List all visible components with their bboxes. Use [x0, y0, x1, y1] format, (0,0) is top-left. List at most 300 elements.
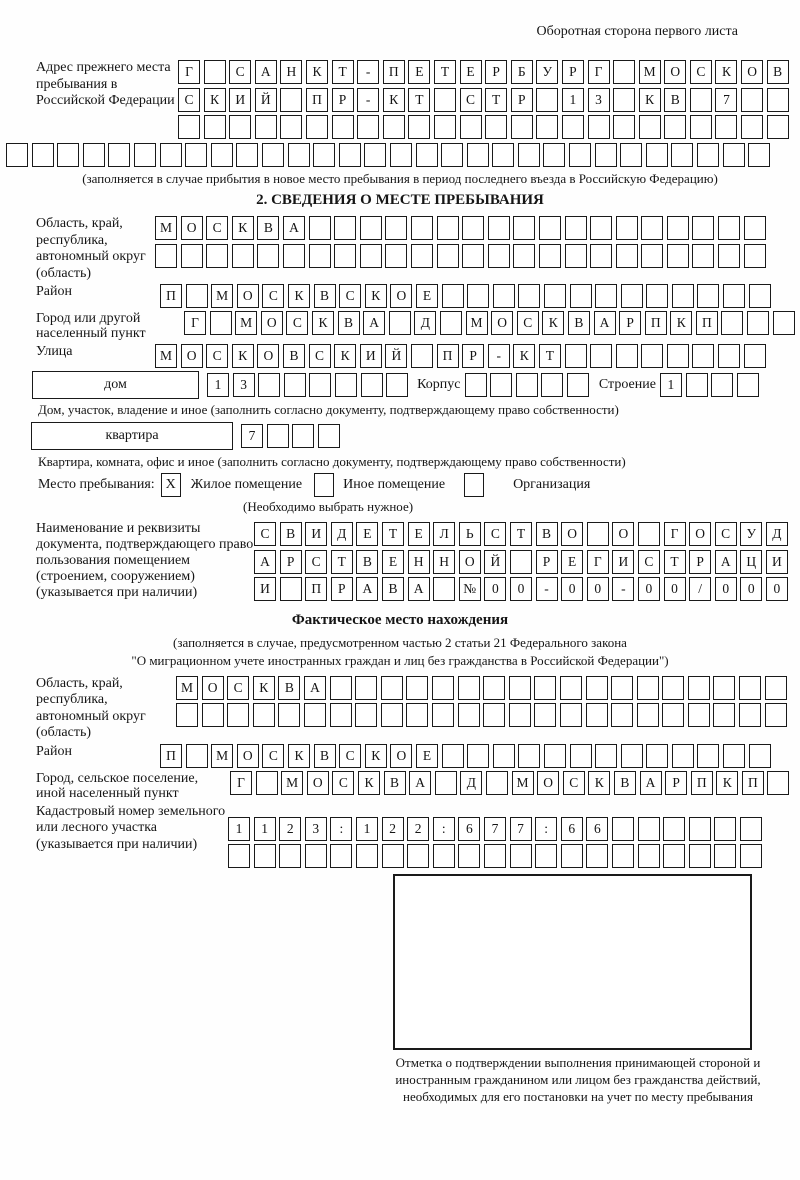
- form-cell[interactable]: [364, 143, 386, 167]
- form-cell[interactable]: 1: [228, 817, 250, 841]
- form-cell[interactable]: [483, 676, 505, 700]
- form-cell[interactable]: [718, 216, 740, 240]
- form-cell[interactable]: [641, 216, 663, 240]
- form-cell[interactable]: :: [330, 817, 352, 841]
- form-cell[interactable]: 0: [638, 577, 660, 601]
- form-cell[interactable]: 2: [407, 817, 429, 841]
- form-cell[interactable]: 0: [766, 577, 788, 601]
- form-cell[interactable]: М: [211, 744, 233, 768]
- form-cell[interactable]: [536, 115, 558, 139]
- form-cell[interactable]: [765, 676, 787, 700]
- form-cell[interactable]: Е: [561, 550, 583, 574]
- form-cell[interactable]: [334, 216, 356, 240]
- form-cell[interactable]: О: [202, 676, 224, 700]
- form-cell[interactable]: [534, 703, 556, 727]
- form-cell[interactable]: [232, 244, 254, 268]
- form-cell[interactable]: В: [664, 88, 686, 112]
- form-cell[interactable]: О: [537, 771, 559, 795]
- form-cell[interactable]: П: [645, 311, 667, 335]
- form-cell[interactable]: Г: [664, 522, 686, 546]
- form-cell[interactable]: К: [306, 60, 328, 84]
- form-cell[interactable]: Е: [356, 522, 378, 546]
- form-cell[interactable]: Ь: [459, 522, 481, 546]
- form-cell[interactable]: 2: [382, 817, 404, 841]
- form-cell[interactable]: С: [178, 88, 200, 112]
- form-cell[interactable]: [441, 143, 463, 167]
- form-cell[interactable]: А: [594, 311, 616, 335]
- form-cell[interactable]: [462, 244, 484, 268]
- form-cell[interactable]: Е: [382, 550, 404, 574]
- form-cell[interactable]: [255, 115, 277, 139]
- form-cell[interactable]: Н: [408, 550, 430, 574]
- form-cell[interactable]: [185, 143, 207, 167]
- form-cell[interactable]: Р: [511, 88, 533, 112]
- form-cell[interactable]: Р: [536, 550, 558, 574]
- form-cell[interactable]: О: [307, 771, 329, 795]
- form-cell[interactable]: [637, 703, 659, 727]
- form-cell[interactable]: Д: [766, 522, 788, 546]
- form-cell[interactable]: М: [176, 676, 198, 700]
- form-cell[interactable]: О: [181, 216, 203, 240]
- form-cell[interactable]: К: [232, 344, 254, 368]
- form-cell[interactable]: Н: [280, 60, 302, 84]
- form-cell[interactable]: К: [288, 744, 310, 768]
- form-cell[interactable]: [256, 771, 278, 795]
- form-cell[interactable]: О: [237, 284, 259, 308]
- form-cell[interactable]: [641, 344, 663, 368]
- form-cell[interactable]: А: [254, 550, 276, 574]
- form-cell[interactable]: [565, 244, 587, 268]
- form-cell[interactable]: [539, 216, 561, 240]
- form-cell[interactable]: [723, 744, 745, 768]
- form-cell[interactable]: [510, 844, 532, 868]
- form-cell[interactable]: [492, 143, 514, 167]
- form-cell[interactable]: [210, 311, 232, 335]
- form-cell[interactable]: Й: [255, 88, 277, 112]
- form-cell[interactable]: [406, 676, 428, 700]
- form-cell[interactable]: [510, 550, 532, 574]
- form-cell[interactable]: [715, 115, 737, 139]
- form-cell[interactable]: [236, 143, 258, 167]
- form-cell[interactable]: С: [460, 88, 482, 112]
- form-cell[interactable]: [639, 115, 661, 139]
- form-cell[interactable]: [565, 216, 587, 240]
- form-cell[interactable]: [440, 311, 462, 335]
- form-cell[interactable]: [330, 676, 352, 700]
- form-cell[interactable]: [313, 143, 335, 167]
- form-cell[interactable]: [667, 344, 689, 368]
- form-cell[interactable]: [407, 844, 429, 868]
- form-cell[interactable]: [284, 373, 306, 397]
- form-cell[interactable]: 3: [233, 373, 255, 397]
- form-cell[interactable]: О: [181, 344, 203, 368]
- form-cell[interactable]: К: [312, 311, 334, 335]
- form-cell[interactable]: [304, 703, 326, 727]
- form-cell[interactable]: [744, 344, 766, 368]
- form-cell[interactable]: [334, 244, 356, 268]
- form-cell[interactable]: [490, 373, 512, 397]
- form-cell[interactable]: [667, 244, 689, 268]
- form-cell[interactable]: [488, 216, 510, 240]
- form-cell[interactable]: [539, 244, 561, 268]
- form-cell[interactable]: Б: [511, 60, 533, 84]
- form-cell[interactable]: 2: [279, 817, 301, 841]
- form-cell[interactable]: [458, 703, 480, 727]
- form-cell[interactable]: [206, 244, 228, 268]
- form-cell[interactable]: Т: [331, 550, 353, 574]
- form-cell[interactable]: В: [278, 676, 300, 700]
- form-cell[interactable]: [711, 373, 733, 397]
- form-cell[interactable]: Н: [433, 550, 455, 574]
- form-cell[interactable]: -: [488, 344, 510, 368]
- form-cell[interactable]: К: [670, 311, 692, 335]
- form-cell[interactable]: [723, 284, 745, 308]
- form-cell[interactable]: С: [517, 311, 539, 335]
- form-cell[interactable]: [435, 771, 457, 795]
- form-cell[interactable]: М: [155, 216, 177, 240]
- form-cell[interactable]: И: [766, 550, 788, 574]
- form-cell[interactable]: [688, 676, 710, 700]
- form-cell[interactable]: [339, 143, 361, 167]
- form-cell[interactable]: [567, 373, 589, 397]
- form-cell[interactable]: В: [568, 311, 590, 335]
- form-cell[interactable]: [536, 88, 558, 112]
- form-cell[interactable]: В: [614, 771, 636, 795]
- form-cell[interactable]: О: [561, 522, 583, 546]
- form-cell[interactable]: [257, 244, 279, 268]
- form-cell[interactable]: [587, 522, 609, 546]
- form-cell[interactable]: Т: [539, 344, 561, 368]
- form-cell[interactable]: Е: [416, 744, 438, 768]
- form-cell[interactable]: С: [262, 284, 284, 308]
- form-cell[interactable]: [442, 284, 464, 308]
- form-cell[interactable]: Р: [689, 550, 711, 574]
- form-cell[interactable]: [267, 424, 289, 448]
- form-cell[interactable]: [688, 703, 710, 727]
- form-cell[interactable]: С: [309, 344, 331, 368]
- form-cell[interactable]: [382, 844, 404, 868]
- form-cell[interactable]: Д: [331, 522, 353, 546]
- form-cell[interactable]: Е: [460, 60, 482, 84]
- form-cell[interactable]: [773, 311, 795, 335]
- form-cell[interactable]: [740, 844, 762, 868]
- form-cell[interactable]: [612, 844, 634, 868]
- form-cell[interactable]: [590, 216, 612, 240]
- form-cell[interactable]: [671, 143, 693, 167]
- form-cell[interactable]: [262, 143, 284, 167]
- form-cell[interactable]: [697, 284, 719, 308]
- form-cell[interactable]: [518, 744, 540, 768]
- form-cell[interactable]: Т: [434, 60, 456, 84]
- form-cell[interactable]: [202, 703, 224, 727]
- form-cell[interactable]: В: [384, 771, 406, 795]
- form-cell[interactable]: [292, 424, 314, 448]
- form-cell[interactable]: [332, 115, 354, 139]
- form-cell[interactable]: Р: [485, 60, 507, 84]
- form-cell[interactable]: [258, 373, 280, 397]
- form-cell[interactable]: [432, 676, 454, 700]
- form-cell[interactable]: [569, 143, 591, 167]
- form-cell[interactable]: [383, 115, 405, 139]
- form-cell[interactable]: И: [360, 344, 382, 368]
- form-cell[interactable]: С: [332, 771, 354, 795]
- form-cell[interactable]: [543, 143, 565, 167]
- form-cell[interactable]: П: [305, 577, 327, 601]
- form-cell[interactable]: [637, 676, 659, 700]
- form-cell[interactable]: [493, 744, 515, 768]
- form-cell[interactable]: В: [314, 744, 336, 768]
- form-cell[interactable]: [386, 373, 408, 397]
- form-cell[interactable]: [280, 577, 302, 601]
- form-cell[interactable]: П: [160, 284, 182, 308]
- form-cell[interactable]: У: [740, 522, 762, 546]
- form-cell[interactable]: П: [160, 744, 182, 768]
- form-cell[interactable]: [483, 703, 505, 727]
- form-cell[interactable]: [721, 311, 743, 335]
- form-cell[interactable]: [718, 344, 740, 368]
- organization-checkbox[interactable]: [464, 473, 484, 497]
- form-cell[interactable]: [406, 703, 428, 727]
- form-cell[interactable]: [32, 143, 54, 167]
- form-cell[interactable]: К: [383, 88, 405, 112]
- form-cell[interactable]: А: [283, 216, 305, 240]
- form-cell[interactable]: [356, 844, 378, 868]
- form-cell[interactable]: [513, 216, 535, 240]
- form-cell[interactable]: [697, 744, 719, 768]
- form-cell[interactable]: Й: [385, 344, 407, 368]
- form-cell[interactable]: [697, 143, 719, 167]
- form-cell[interactable]: Т: [510, 522, 532, 546]
- form-cell[interactable]: 7: [484, 817, 506, 841]
- form-cell[interactable]: [689, 844, 711, 868]
- form-cell[interactable]: [134, 143, 156, 167]
- form-cell[interactable]: :: [535, 817, 557, 841]
- form-cell[interactable]: [616, 244, 638, 268]
- form-cell[interactable]: [108, 143, 130, 167]
- form-cell[interactable]: Д: [460, 771, 482, 795]
- form-cell[interactable]: О: [741, 60, 763, 84]
- form-cell[interactable]: [641, 244, 663, 268]
- form-cell[interactable]: [739, 703, 761, 727]
- form-cell[interactable]: У: [536, 60, 558, 84]
- form-cell[interactable]: В: [257, 216, 279, 240]
- form-cell[interactable]: О: [612, 522, 634, 546]
- form-cell[interactable]: Г: [587, 550, 609, 574]
- form-cell[interactable]: [411, 216, 433, 240]
- form-cell[interactable]: [355, 676, 377, 700]
- form-cell[interactable]: [561, 844, 583, 868]
- form-cell[interactable]: [433, 577, 455, 601]
- form-cell[interactable]: [361, 373, 383, 397]
- form-cell[interactable]: [381, 676, 403, 700]
- form-cell[interactable]: 0: [484, 577, 506, 601]
- form-cell[interactable]: И: [612, 550, 634, 574]
- form-cell[interactable]: [616, 344, 638, 368]
- form-cell[interactable]: 7: [510, 817, 532, 841]
- form-cell[interactable]: [283, 244, 305, 268]
- form-cell[interactable]: [595, 284, 617, 308]
- form-cell[interactable]: [385, 216, 407, 240]
- form-cell[interactable]: [306, 115, 328, 139]
- form-cell[interactable]: 6: [458, 817, 480, 841]
- form-cell[interactable]: В: [314, 284, 336, 308]
- form-cell[interactable]: [229, 115, 251, 139]
- form-cell[interactable]: [186, 284, 208, 308]
- form-cell[interactable]: [434, 115, 456, 139]
- form-cell[interactable]: [385, 244, 407, 268]
- form-cell[interactable]: [534, 676, 556, 700]
- form-cell[interactable]: [692, 344, 714, 368]
- form-cell[interactable]: [714, 817, 736, 841]
- form-cell[interactable]: [586, 844, 608, 868]
- form-cell[interactable]: [741, 115, 763, 139]
- form-cell[interactable]: /: [689, 577, 711, 601]
- form-cell[interactable]: [692, 244, 714, 268]
- form-cell[interactable]: Л: [433, 522, 455, 546]
- form-cell[interactable]: О: [237, 744, 259, 768]
- form-cell[interactable]: В: [338, 311, 360, 335]
- form-cell[interactable]: [663, 844, 685, 868]
- form-cell[interactable]: С: [206, 344, 228, 368]
- form-cell[interactable]: К: [334, 344, 356, 368]
- form-cell[interactable]: [535, 844, 557, 868]
- form-cell[interactable]: [458, 676, 480, 700]
- form-cell[interactable]: [280, 88, 302, 112]
- form-cell[interactable]: В: [280, 522, 302, 546]
- form-cell[interactable]: [544, 744, 566, 768]
- form-cell[interactable]: [613, 115, 635, 139]
- other-premises-checkbox[interactable]: [314, 473, 334, 497]
- form-cell[interactable]: [765, 703, 787, 727]
- form-cell[interactable]: [83, 143, 105, 167]
- form-cell[interactable]: 1: [254, 817, 276, 841]
- form-cell[interactable]: [748, 143, 770, 167]
- form-cell[interactable]: П: [742, 771, 764, 795]
- form-cell[interactable]: [330, 844, 352, 868]
- form-cell[interactable]: [672, 744, 694, 768]
- form-cell[interactable]: [590, 344, 612, 368]
- form-cell[interactable]: Р: [332, 88, 354, 112]
- form-cell[interactable]: [390, 143, 412, 167]
- form-cell[interactable]: [389, 311, 411, 335]
- form-cell[interactable]: К: [716, 771, 738, 795]
- form-cell[interactable]: [672, 284, 694, 308]
- form-cell[interactable]: К: [542, 311, 564, 335]
- form-cell[interactable]: [330, 703, 352, 727]
- form-cell[interactable]: -: [357, 60, 379, 84]
- form-cell[interactable]: 0: [510, 577, 532, 601]
- form-cell[interactable]: [278, 703, 300, 727]
- form-cell[interactable]: Р: [462, 344, 484, 368]
- form-cell[interactable]: К: [232, 216, 254, 240]
- form-cell[interactable]: [692, 216, 714, 240]
- form-cell[interactable]: [713, 703, 735, 727]
- form-cell[interactable]: Й: [484, 550, 506, 574]
- form-cell[interactable]: С: [305, 550, 327, 574]
- form-cell[interactable]: [437, 216, 459, 240]
- form-cell[interactable]: 0: [740, 577, 762, 601]
- form-cell[interactable]: А: [255, 60, 277, 84]
- form-cell[interactable]: 1: [562, 88, 584, 112]
- form-cell[interactable]: С: [715, 522, 737, 546]
- form-cell[interactable]: [211, 143, 233, 167]
- form-cell[interactable]: А: [640, 771, 662, 795]
- form-cell[interactable]: С: [286, 311, 308, 335]
- form-cell[interactable]: С: [638, 550, 660, 574]
- form-cell[interactable]: Е: [416, 284, 438, 308]
- form-cell[interactable]: С: [563, 771, 585, 795]
- form-cell[interactable]: [434, 88, 456, 112]
- form-cell[interactable]: [432, 703, 454, 727]
- form-cell[interactable]: [6, 143, 28, 167]
- form-cell[interactable]: С: [262, 744, 284, 768]
- form-cell[interactable]: К: [588, 771, 610, 795]
- form-cell[interactable]: Р: [280, 550, 302, 574]
- form-cell[interactable]: М: [512, 771, 534, 795]
- form-cell[interactable]: К: [639, 88, 661, 112]
- form-cell[interactable]: [718, 244, 740, 268]
- form-cell[interactable]: [621, 744, 643, 768]
- form-cell[interactable]: [408, 115, 430, 139]
- form-cell[interactable]: [254, 844, 276, 868]
- form-cell[interactable]: [662, 676, 684, 700]
- form-cell[interactable]: [646, 744, 668, 768]
- form-cell[interactable]: [714, 844, 736, 868]
- form-cell[interactable]: Р: [665, 771, 687, 795]
- form-cell[interactable]: [458, 844, 480, 868]
- form-cell[interactable]: №: [459, 577, 481, 601]
- form-cell[interactable]: [516, 373, 538, 397]
- form-cell[interactable]: [613, 88, 635, 112]
- form-cell[interactable]: [485, 115, 507, 139]
- form-cell[interactable]: М: [281, 771, 303, 795]
- form-cell[interactable]: В: [283, 344, 305, 368]
- form-cell[interactable]: В: [382, 577, 404, 601]
- form-cell[interactable]: [713, 676, 735, 700]
- form-cell[interactable]: К: [253, 676, 275, 700]
- form-cell[interactable]: Т: [408, 88, 430, 112]
- form-cell[interactable]: В: [356, 550, 378, 574]
- form-cell[interactable]: [437, 244, 459, 268]
- form-cell[interactable]: [186, 744, 208, 768]
- form-cell[interactable]: [279, 844, 301, 868]
- form-cell[interactable]: [155, 244, 177, 268]
- form-cell[interactable]: [181, 244, 203, 268]
- form-cell[interactable]: [611, 676, 633, 700]
- form-cell[interactable]: С: [484, 522, 506, 546]
- form-cell[interactable]: А: [409, 771, 431, 795]
- form-cell[interactable]: Ц: [740, 550, 762, 574]
- form-cell[interactable]: [442, 744, 464, 768]
- form-cell[interactable]: [360, 244, 382, 268]
- form-cell[interactable]: [411, 344, 433, 368]
- form-cell[interactable]: [253, 703, 275, 727]
- form-cell[interactable]: М: [155, 344, 177, 368]
- form-cell[interactable]: [638, 817, 660, 841]
- form-cell[interactable]: О: [459, 550, 481, 574]
- form-cell[interactable]: [204, 60, 226, 84]
- form-cell[interactable]: [595, 744, 617, 768]
- form-cell[interactable]: С: [339, 284, 361, 308]
- form-cell[interactable]: 1: [356, 817, 378, 841]
- form-cell[interactable]: [621, 284, 643, 308]
- form-cell[interactable]: [204, 115, 226, 139]
- form-cell[interactable]: Р: [619, 311, 641, 335]
- form-cell[interactable]: И: [254, 577, 276, 601]
- residential-checkbox[interactable]: X: [161, 473, 181, 497]
- form-cell[interactable]: И: [229, 88, 251, 112]
- form-cell[interactable]: [740, 817, 762, 841]
